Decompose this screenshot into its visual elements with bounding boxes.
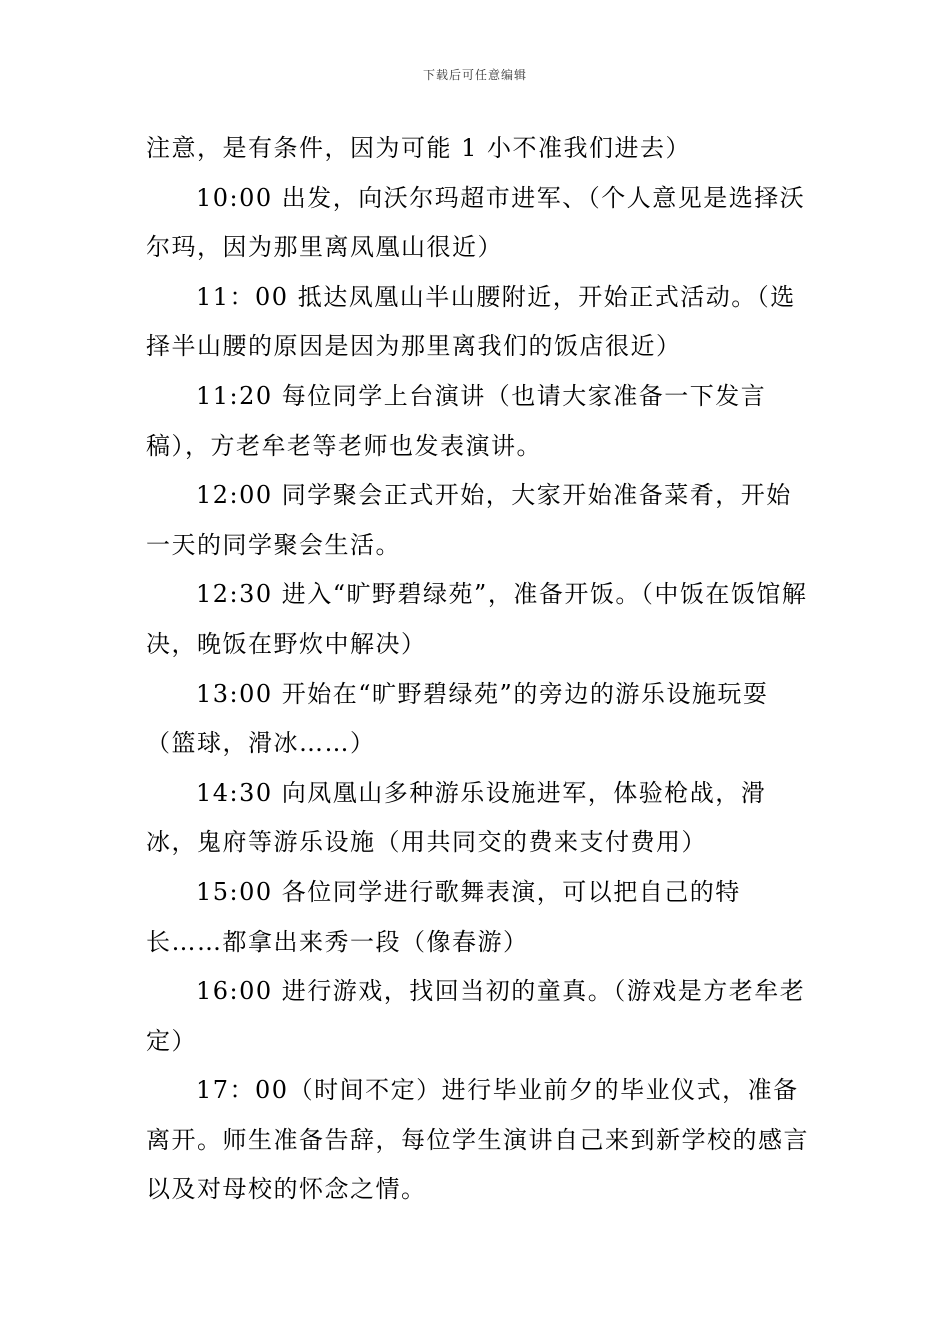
paragraph-1100: 11：00 抵达凤凰山半山腰附近，开始正式活动。（选择半山腰的原因是因为那里离我们的饭店很近）: [146, 282, 796, 361]
paragraph-1300: 13:00 开始在“旷野碧绿苑”的旁边的游乐设施玩耍（篮球，滑冰……）: [146, 679, 769, 758]
paragraph-1000: 10:00 出发，向沃尔玛超市进军、（个人意见是选择沃尔玛，因为那里离凤凰山很近）: [146, 183, 806, 262]
paragraph-1700: 17：00（时间不定）进行毕业前夕的毕业仪式，准备离开。师生准备告辞，每位学生演讲自己来到新学校的感言以及对母校的怀念之情。: [146, 1076, 809, 1204]
paragraph-1600: 16:00 进行游戏，找回当初的童真。（游戏是方老牟老定）: [146, 977, 806, 1055]
document-body: [146, 124, 812, 1215]
paragraph-continuation: 注意，是有条件，因为可能 1 小不准我们进去）: [146, 134, 692, 162]
paragraph-1430: 14:30 向凤凰山多种游乐设施进军，体验枪战，滑冰，鬼府等游乐设施（用共同交的费来支付费用）: [146, 778, 767, 857]
paragraph-1200: 12:00 同学聚会正式开始，大家开始准备菜肴，开始一天的同学聚会生活。: [146, 481, 792, 559]
paragraph-1230: 12:30 进入“旷野碧绿苑”，准备开饭。（中饭在饭馆解决，晚饭在野炊中解决）: [146, 580, 808, 658]
paragraph-1500: 15:00 各位同学进行歌舞表演，可以把自己的特长……都拿出来秀一段（像春游）: [146, 877, 741, 956]
paragraph-1120: 11:20 每位同学上台演讲（也请大家准备一下发言稿），方老牟老等老师也发表演讲。: [146, 381, 767, 460]
page-header: 下载后可任意编辑: [422, 68, 527, 82]
